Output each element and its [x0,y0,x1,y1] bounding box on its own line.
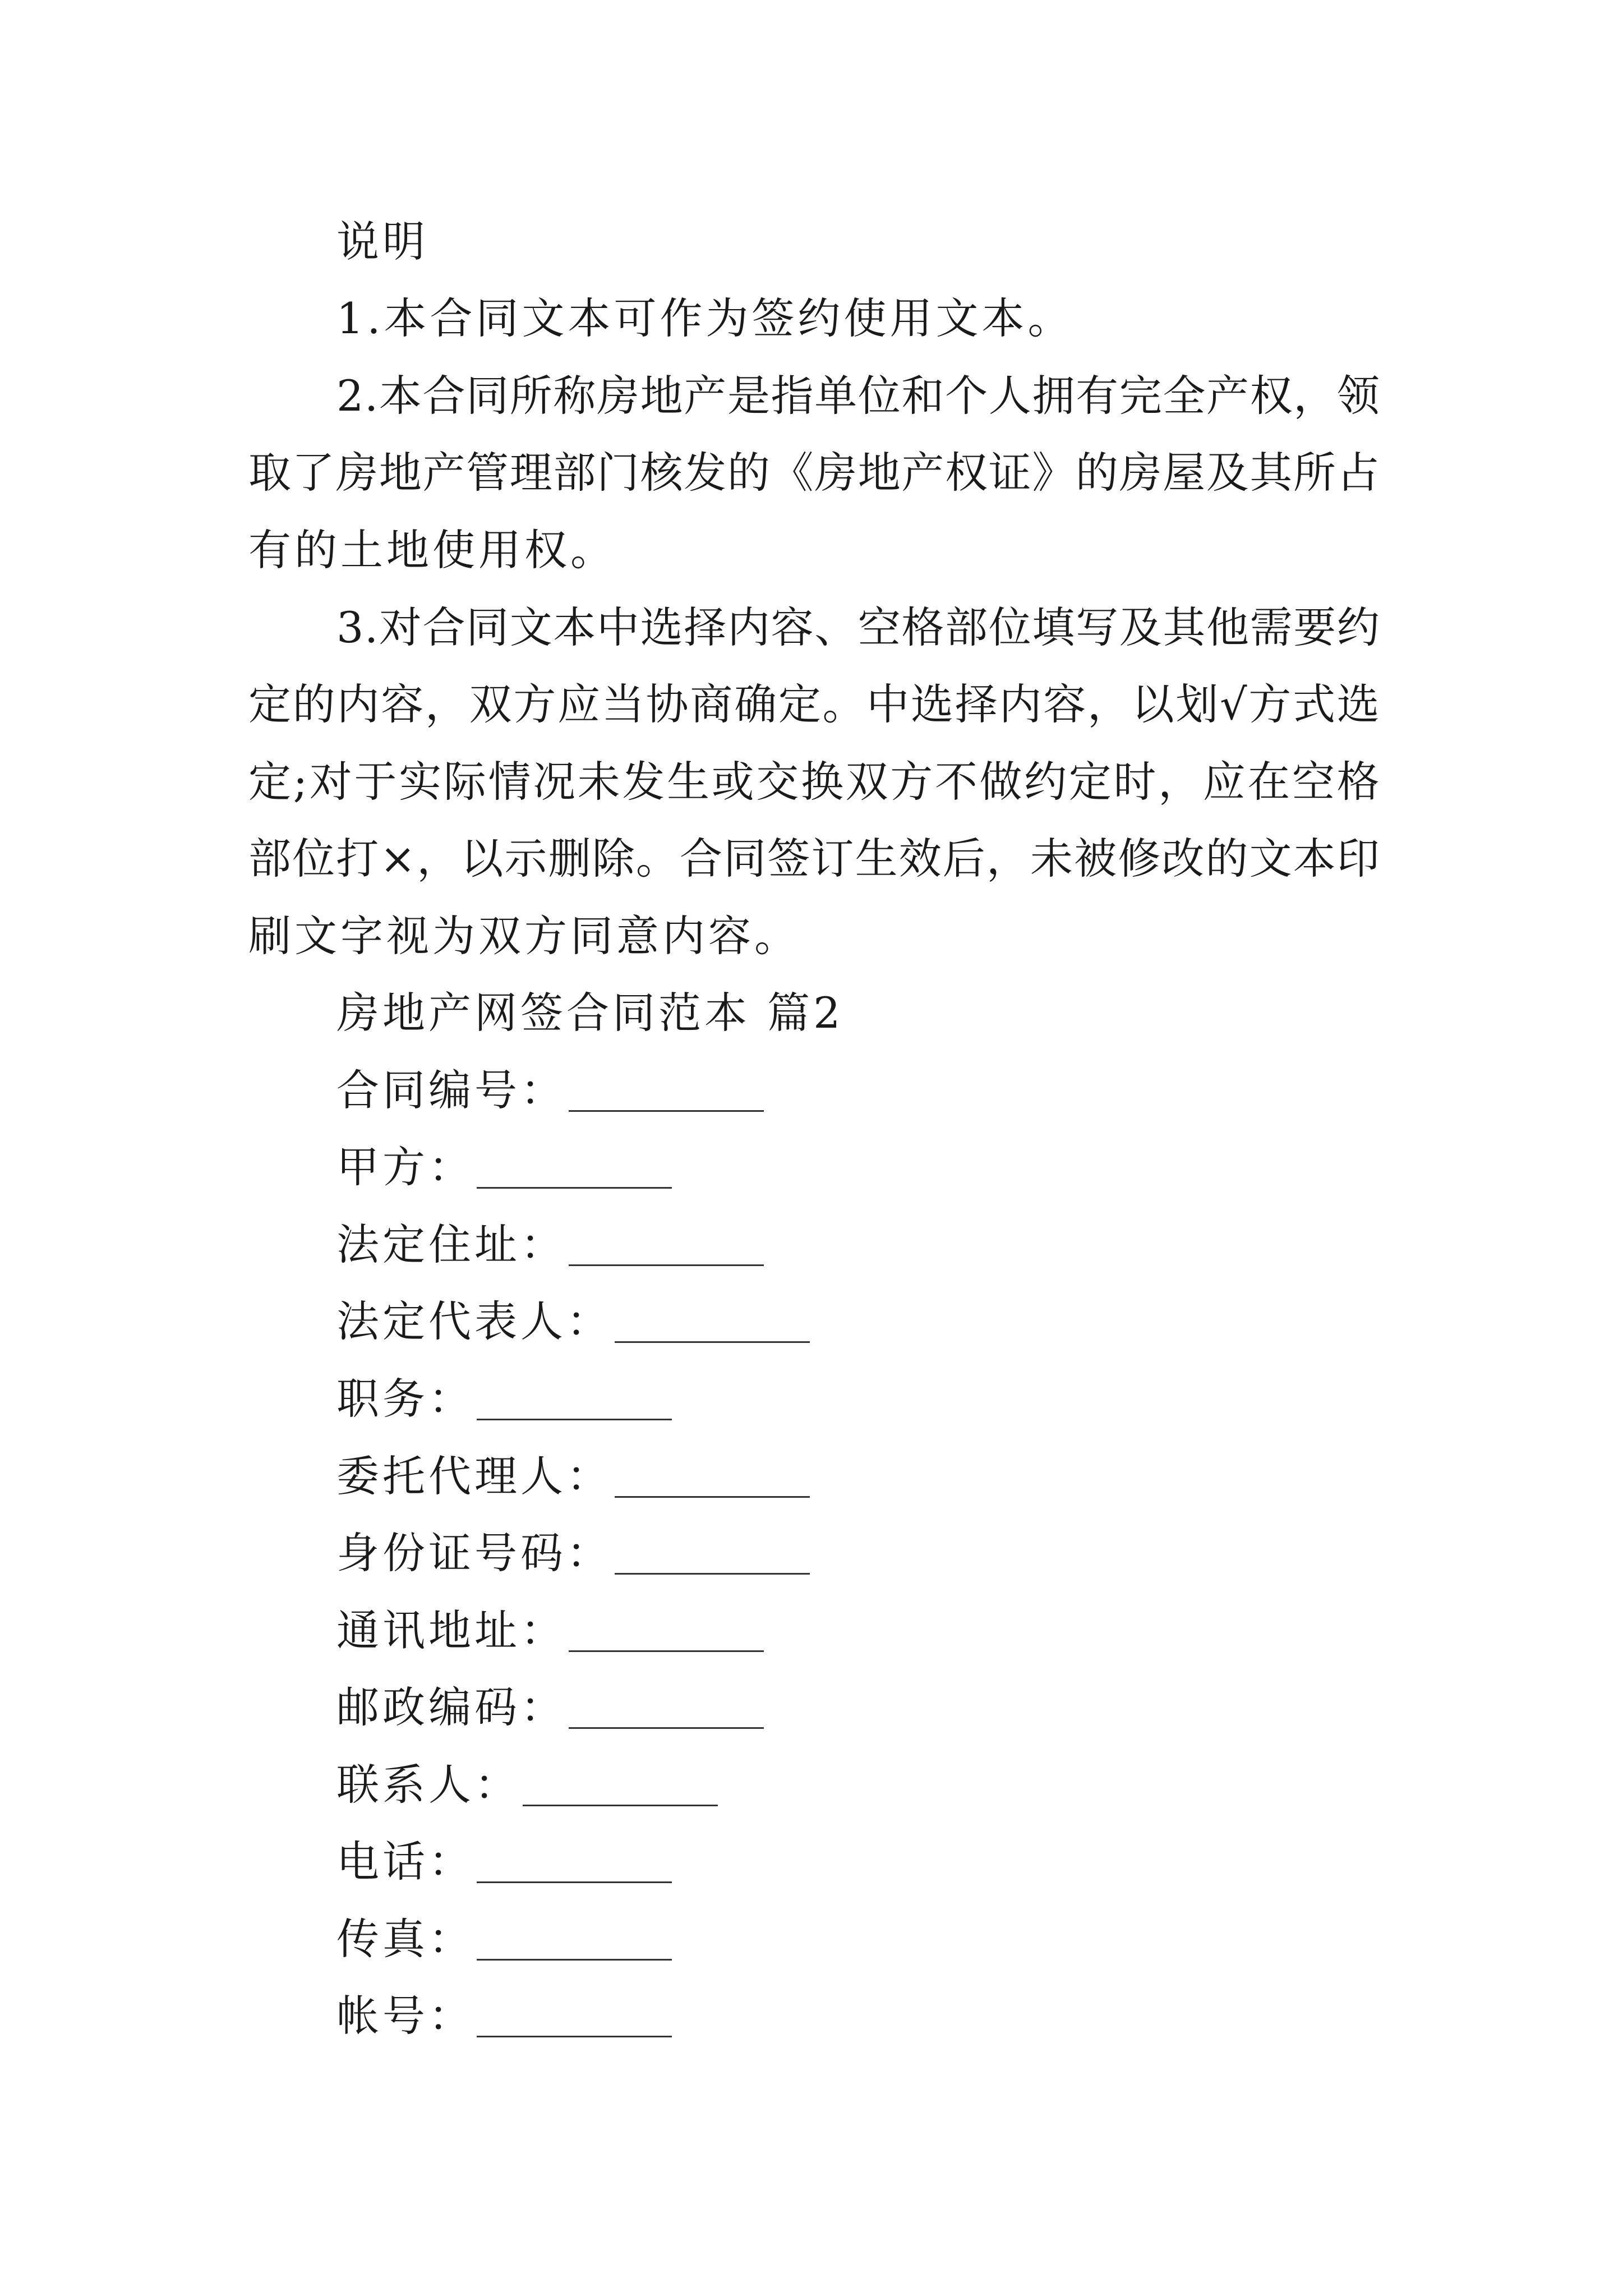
postal-code-label: 邮政编码： [336,1682,566,1732]
account-label: 帐号： [336,1991,474,2041]
mailing-address-field [336,1605,764,1655]
fax-field [336,1914,672,1964]
mailing-address-blank[interactable] [569,1617,764,1652]
contract-number-label: 合同编号： [336,1065,566,1115]
fax-blank[interactable] [477,1925,672,1961]
note-item-3-line-5: 刷文字视为双方同意内容。 [248,911,800,961]
position-blank[interactable] [477,1385,672,1420]
agent-field [336,1451,810,1501]
party-a-field [336,1142,672,1192]
fax-label: 传真： [336,1914,474,1964]
phone-blank[interactable] [477,1848,672,1883]
note-item-2-line-2: 取 了 房 地 产 管 理 部 门 核 发 的 《 房 地 产 权 证 》 的 房 屋 及 其 所 占 [248,448,1380,498]
legal-representative-blank[interactable] [615,1308,810,1343]
postal-code-field [336,1682,764,1732]
contact-person-blank[interactable] [523,1771,718,1806]
legal-representative-label: 法定代表人： [336,1296,612,1346]
agent-blank[interactable] [615,1462,810,1498]
position-field [336,1374,672,1424]
note-item-2-line-1: 2 . 本 合 同 所 称 房 地 产 是 指 单 位 和 个 人 拥 有 完 全 产 权 ， 领 [336,371,1380,421]
id-number-label: 身份证号码： [336,1528,612,1578]
party-a-label: 甲方： [336,1142,474,1192]
position-label: 职务： [336,1374,474,1424]
party-a-blank[interactable] [477,1153,672,1189]
phone-label: 电话： [336,1837,474,1887]
account-blank[interactable] [477,2002,672,2037]
legal-address-blank[interactable] [569,1231,764,1266]
legal-address-label: 法定住址： [336,1220,566,1269]
section-title: 房地产网签合同范本 篇2 [336,988,844,1038]
note-item-3-line-2: 定 的 内 容 ， 双 方 应 当 协 商 确 定 。 中 选 择 内 容 ， 以 划 √ 方 式 选 [248,679,1380,729]
note-item-3-line-4: 部 位 打 × ， 以 示 删 除 。 合 同 签 订 生 效 后 ， 未 被 修 改 的 文 本 印 [248,834,1380,884]
phone-field [336,1837,672,1887]
account-field [336,1991,672,2041]
postal-code-blank[interactable] [569,1694,764,1729]
agent-label: 委托代理人： [336,1451,612,1501]
legal-address-field [336,1220,764,1269]
contract-number-field [336,1065,764,1115]
mailing-address-label: 通讯地址： [336,1605,566,1655]
legal-representative-field [336,1296,810,1346]
note-item-2-line-3: 有的土地使用权。 [248,525,616,575]
contact-person-label: 联系人： [336,1760,520,1810]
note-item-3-line-3: 定 ; 对 于 实 际 情 况 未 发 生 或 交 换 双 方 不 做 约 定 时 ， 应 在 空 格 [248,757,1380,807]
note-item-3-line-1: 3 . 对 合 同 文 本 中 选 择 内 容 、 空 格 部 位 填 写 及 其 他 需 要 约 [336,602,1380,652]
note-item-1: 1.本合同文本可作为签约使用文本。 [336,293,1074,343]
contract-number-blank[interactable] [569,1076,764,1112]
section-heading: 说明 [336,217,428,266]
id-number-field [336,1528,810,1578]
id-number-blank[interactable] [615,1539,810,1575]
contact-person-field [336,1760,718,1810]
